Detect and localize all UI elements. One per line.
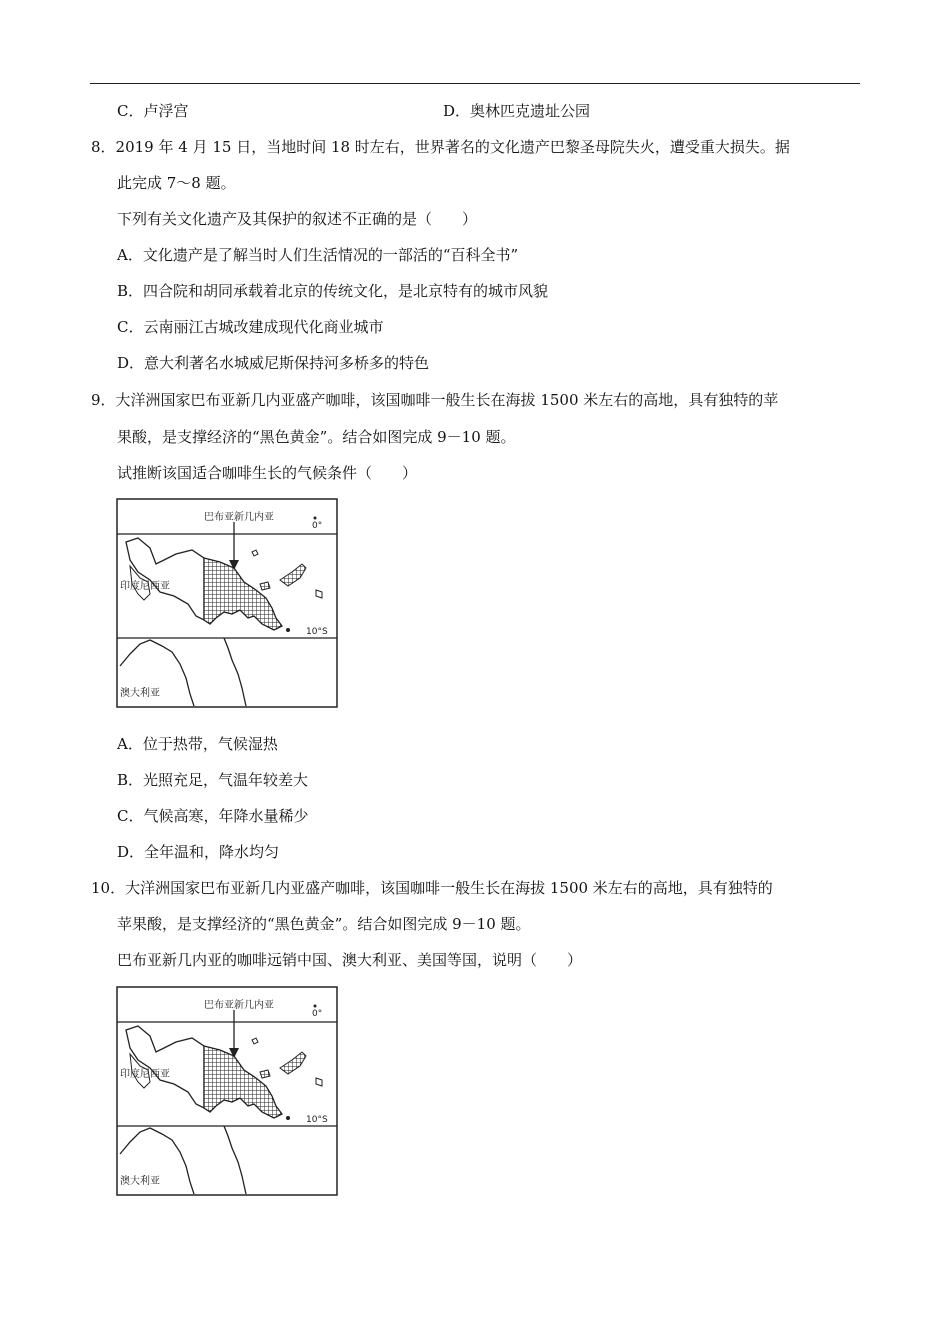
q10-stem-line2: 苹果酸，是支撑经济的“黑色黄金”。结合如图完成 9－10 题。 bbox=[117, 915, 531, 933]
q9-option-d: D．全年温和，降水均匀 bbox=[117, 843, 280, 861]
q8-option-b: B．四合院和胡同承载着北京的传统文化，是北京特有的城市风貌 bbox=[117, 282, 549, 300]
png-map-figure-q10 bbox=[116, 986, 338, 1196]
island-dot bbox=[286, 628, 290, 632]
map-label-lat10: 10°S bbox=[306, 1115, 328, 1125]
prev-option-c: C．卢浮宫 bbox=[117, 102, 189, 120]
equator-dot bbox=[314, 1005, 317, 1008]
island-bougainville bbox=[316, 1078, 322, 1086]
q9-option-b: B．光照充足，气温年较差大 bbox=[117, 771, 309, 789]
q8-stem-line1: 8．2019 年 4 月 15 日，当地时间 18 时左右，世界著名的文化遗产巴黎圣母院失火，遭受重大损失。据 bbox=[91, 138, 790, 156]
header-rule bbox=[90, 83, 860, 84]
island-bougainville bbox=[316, 590, 322, 598]
q9-option-c: C．气候高寒，年降水量稀少 bbox=[117, 807, 309, 825]
island-small bbox=[260, 582, 270, 590]
map-label-lat0: 0° bbox=[312, 521, 323, 531]
q8-question: 下列有关文化遗产及其保护的叙述不正确的是（ ） bbox=[117, 210, 478, 228]
equator-dot bbox=[314, 517, 317, 520]
island-small bbox=[260, 1070, 270, 1078]
q8-option-a: A．文化遗产是了解当时人们生活情况的一部活的“百科全书” bbox=[117, 246, 519, 264]
png-map-figure-q9 bbox=[116, 498, 338, 708]
map-label-lat0: 0° bbox=[312, 1009, 323, 1019]
map-label-australia: 澳大利亚 bbox=[120, 688, 160, 699]
q10-stem-line1: 10．大洋洲国家巴布亚新几内亚盛产咖啡，该国咖啡一般生长在海拔 1500 米左右的高地，具有独特的 bbox=[91, 879, 773, 897]
map-label-indonesia: 印度尼西亚 bbox=[120, 581, 170, 592]
q8-option-c: C．云南丽江古城改建成现代化商业城市 bbox=[117, 318, 384, 336]
map-label-png: 巴布亚新几内亚 bbox=[204, 512, 274, 523]
map-label-lat10: 10°S bbox=[306, 627, 328, 637]
map-label-png: 巴布亚新几内亚 bbox=[204, 1000, 274, 1011]
q9-question: 试推断该国适合咖啡生长的气候条件（ ） bbox=[117, 464, 418, 482]
prev-option-d: D．奥林匹克遗址公园 bbox=[443, 102, 591, 120]
q9-option-a: A．位于热带，气候湿热 bbox=[117, 735, 278, 753]
q8-stem-line2: 此完成 7～8 题。 bbox=[117, 174, 236, 192]
q9-stem-line2: 果酸，是支撑经济的“黑色黄金”。结合如图完成 9－10 题。 bbox=[117, 428, 516, 446]
island-dot bbox=[286, 1116, 290, 1120]
map-label-australia: 澳大利亚 bbox=[120, 1176, 160, 1187]
q10-question: 巴布亚新几内亚的咖啡远销中国、澳大利亚、美国等国，说明（ ） bbox=[117, 951, 583, 969]
q8-option-d: D．意大利著名水城威尼斯保持河多桥多的特色 bbox=[117, 354, 430, 372]
q9-stem-line1: 9．大洋洲国家巴布亚新几内亚盛产咖啡，该国咖啡一般生长在海拔 1500 米左右的高地，具有独特的苹 bbox=[91, 391, 779, 409]
map-label-indonesia: 印度尼西亚 bbox=[120, 1069, 170, 1080]
